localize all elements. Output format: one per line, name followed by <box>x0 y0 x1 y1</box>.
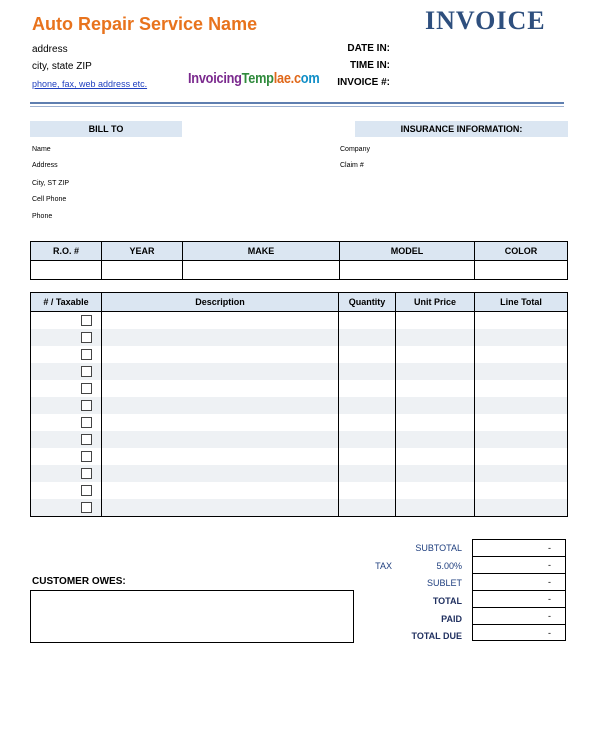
quantity-cell[interactable] <box>339 380 396 397</box>
quantity-cell[interactable] <box>339 482 396 499</box>
quantity-cell[interactable] <box>339 499 396 517</box>
col-unit-price: Unit Price <box>396 293 475 312</box>
unit-price-cell[interactable] <box>396 448 475 465</box>
taxable-cell[interactable] <box>31 397 102 414</box>
customer-owes-label: CUSTOMER OWES: <box>32 576 126 587</box>
taxable-checkbox[interactable] <box>81 417 92 428</box>
quantity-cell[interactable] <box>339 448 396 465</box>
quantity-cell[interactable] <box>339 329 396 346</box>
vehicle-table <box>30 241 568 280</box>
unit-price-cell[interactable] <box>396 431 475 448</box>
unit-price-cell[interactable] <box>396 363 475 380</box>
line-total-cell[interactable] <box>475 346 568 363</box>
paid-value[interactable]: - <box>472 607 566 624</box>
total-label: TOTAL <box>432 596 462 606</box>
items-table <box>30 292 568 517</box>
col-line-total: Line Total <box>475 293 568 312</box>
taxable-cell[interactable] <box>31 312 102 330</box>
table-row <box>31 312 568 330</box>
unit-price-cell[interactable] <box>396 312 475 330</box>
company-address: address <box>32 44 68 55</box>
table-row <box>31 448 568 465</box>
description-cell[interactable] <box>102 482 339 499</box>
table-row <box>31 397 568 414</box>
bill-to-name-label: Name <box>32 146 51 153</box>
unit-price-cell[interactable] <box>396 499 475 517</box>
taxable-cell[interactable] <box>31 380 102 397</box>
taxable-checkbox[interactable] <box>81 366 92 377</box>
taxable-cell[interactable] <box>31 414 102 431</box>
unit-price-cell[interactable] <box>396 482 475 499</box>
table-row <box>31 346 568 363</box>
table-row <box>31 329 568 346</box>
paid-label: PAID <box>441 614 462 624</box>
unit-price-cell[interactable] <box>396 329 475 346</box>
quantity-cell[interactable] <box>339 346 396 363</box>
total-due-value: - <box>472 624 566 641</box>
col-quantity: Quantity <box>339 293 396 312</box>
tax-label: TAX <box>375 561 392 571</box>
col-description: Description <box>102 293 339 312</box>
company-contact-link[interactable]: phone, fax, web address etc. <box>32 79 148 89</box>
quantity-cell[interactable] <box>339 465 396 482</box>
description-cell[interactable] <box>102 414 339 431</box>
description-cell[interactable] <box>102 312 339 330</box>
model-cell[interactable] <box>340 261 475 280</box>
logo-part-3: lae.c <box>273 70 301 87</box>
line-total-cell[interactable] <box>475 499 568 517</box>
col-make: MAKE <box>183 242 340 261</box>
taxable-cell[interactable] <box>31 482 102 499</box>
line-total-cell[interactable] <box>475 431 568 448</box>
quantity-cell[interactable] <box>339 312 396 330</box>
ro-cell[interactable] <box>31 261 102 280</box>
unit-price-cell[interactable] <box>396 380 475 397</box>
col-color: COLOR <box>475 242 568 261</box>
bill-to-address-label: Address <box>32 162 58 169</box>
taxable-checkbox[interactable] <box>81 451 92 462</box>
logo-part-4: om <box>300 70 320 87</box>
col-taxable: # / Taxable <box>31 293 102 312</box>
line-total-cell[interactable] <box>475 448 568 465</box>
divider-bottom <box>30 106 564 107</box>
description-cell[interactable] <box>102 448 339 465</box>
unit-price-cell[interactable] <box>396 397 475 414</box>
table-row <box>31 482 568 499</box>
taxable-checkbox[interactable] <box>81 400 92 411</box>
customer-owes-box[interactable] <box>30 590 354 643</box>
color-cell[interactable] <box>475 261 568 280</box>
sublet-value[interactable]: - <box>472 573 566 590</box>
line-total-cell[interactable] <box>475 312 568 330</box>
table-row <box>31 363 568 380</box>
bill-to-cell-label: Cell Phone <box>32 196 67 203</box>
description-cell[interactable] <box>102 397 339 414</box>
line-total-cell[interactable] <box>475 329 568 346</box>
line-total-cell[interactable] <box>475 465 568 482</box>
sublet-label: SUBLET <box>426 578 462 588</box>
tax-rate[interactable]: 5.00% <box>436 561 462 571</box>
table-row <box>31 431 568 448</box>
description-cell[interactable] <box>102 380 339 397</box>
unit-price-cell[interactable] <box>396 346 475 363</box>
taxable-checkbox[interactable] <box>81 315 92 326</box>
table-row <box>31 414 568 431</box>
line-total-cell[interactable] <box>475 414 568 431</box>
unit-price-cell[interactable] <box>396 465 475 482</box>
invoice-number-label: INVOICE #: <box>337 77 390 88</box>
description-cell[interactable] <box>102 346 339 363</box>
col-year: YEAR <box>102 242 183 261</box>
logo-part-2: Temp <box>241 70 274 87</box>
taxable-cell[interactable] <box>31 431 102 448</box>
taxable-cell[interactable] <box>31 363 102 380</box>
table-row <box>31 380 568 397</box>
quantity-cell[interactable] <box>339 397 396 414</box>
taxable-cell[interactable] <box>31 499 102 517</box>
taxable-cell[interactable] <box>31 346 102 363</box>
insurance-claim-label: Claim # <box>340 162 364 169</box>
quantity-cell[interactable] <box>339 414 396 431</box>
bill-to-phone-label: Phone <box>32 213 53 220</box>
time-in-label: TIME IN: <box>350 60 390 71</box>
taxable-cell[interactable] <box>31 329 102 346</box>
date-in-label: DATE IN: <box>347 43 390 54</box>
taxable-checkbox[interactable] <box>81 349 92 360</box>
description-cell[interactable] <box>102 363 339 380</box>
taxable-cell[interactable] <box>31 465 102 482</box>
unit-price-cell[interactable] <box>396 414 475 431</box>
description-cell[interactable] <box>102 431 339 448</box>
table-row <box>31 499 568 517</box>
insurance-company-label: Company <box>340 146 370 153</box>
line-total-cell[interactable] <box>475 380 568 397</box>
year-cell[interactable] <box>102 261 183 280</box>
quantity-cell[interactable] <box>339 431 396 448</box>
taxable-checkbox[interactable] <box>81 332 92 343</box>
taxable-checkbox[interactable] <box>81 383 92 394</box>
logo-part-1: Invoicing <box>188 70 242 87</box>
tax-value: - <box>472 556 566 573</box>
taxable-checkbox[interactable] <box>81 502 92 513</box>
bill-to-header: BILL TO <box>30 121 182 137</box>
taxable-checkbox[interactable] <box>81 434 92 445</box>
company-name: Auto Repair Service Name <box>32 14 258 34</box>
description-cell[interactable] <box>102 465 339 482</box>
line-total-cell[interactable] <box>475 397 568 414</box>
invoice-title: INVOICE <box>425 6 546 35</box>
insurance-header: INSURANCE INFORMATION: <box>355 121 568 137</box>
line-total-cell[interactable] <box>475 363 568 380</box>
table-row <box>31 465 568 482</box>
description-cell[interactable] <box>102 329 339 346</box>
company-city: city, state ZIP <box>32 61 92 72</box>
col-model: MODEL <box>340 242 475 261</box>
subtotal-label: SUBTOTAL <box>415 543 462 553</box>
line-total-cell[interactable] <box>475 482 568 499</box>
make-cell[interactable] <box>183 261 340 280</box>
total-due-label: TOTAL DUE <box>411 631 462 641</box>
description-cell[interactable] <box>102 499 339 517</box>
quantity-cell[interactable] <box>339 363 396 380</box>
taxable-checkbox[interactable] <box>81 468 92 479</box>
col-ro: R.O. # <box>31 242 102 261</box>
taxable-cell[interactable] <box>31 448 102 465</box>
total-value: - <box>472 590 566 607</box>
subtotal-value: - <box>472 539 566 556</box>
taxable-checkbox[interactable] <box>81 485 92 496</box>
divider-top <box>30 102 564 104</box>
bill-to-city-label: City, ST ZIP <box>32 180 70 187</box>
